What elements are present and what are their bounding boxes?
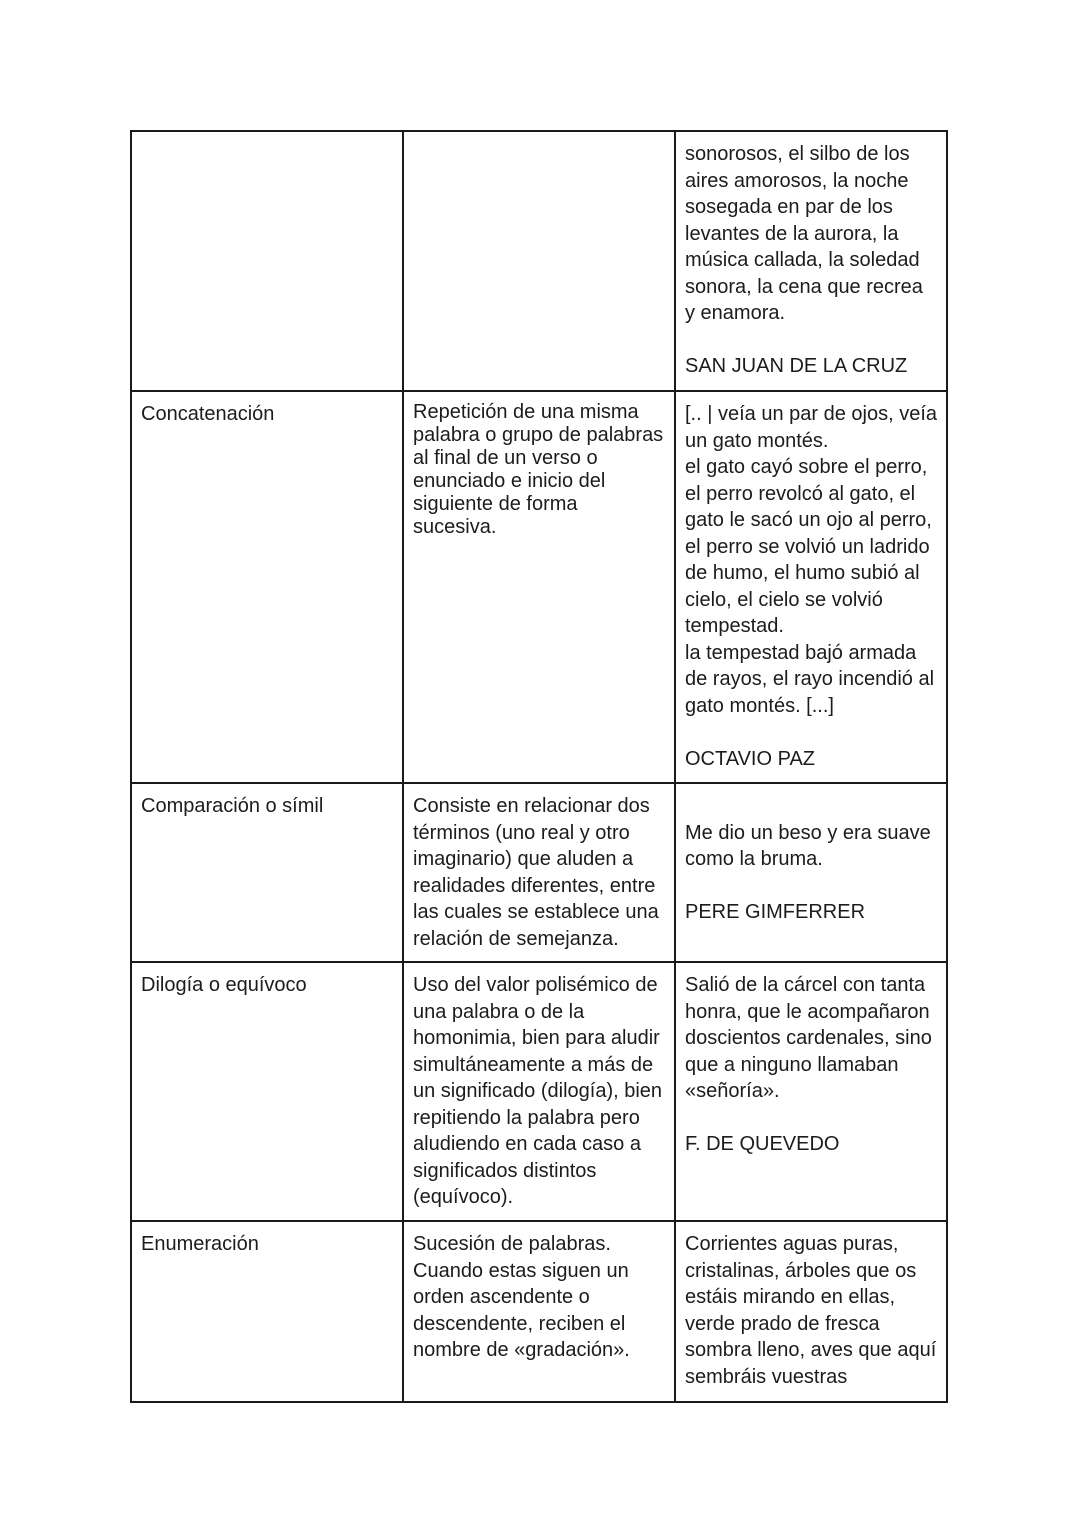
table-row (131, 391, 947, 783)
table-row (131, 962, 947, 1221)
term-cell (131, 783, 403, 962)
example-cell (675, 783, 947, 962)
term-text: Dilogía o equívoco (141, 974, 307, 996)
term-cell (131, 131, 403, 391)
definition-cell (403, 1221, 675, 1402)
definition-cell (403, 391, 675, 783)
term-cell (131, 1221, 403, 1402)
definition-text: Consiste en relacionar dos términos (uno real y otro imaginario) que aluden a realidades diferentes, entre las cuales se establece una relación de semejanza. (413, 795, 659, 950)
definition-cell (403, 783, 675, 962)
example-text: Me dio un beso y era suave como la bruma. (685, 821, 931, 870)
definition-text: Sucesión de palabras. Cuando estas siguen un orden ascendente o descendente, reciben el nombre de «gradación». (413, 1233, 630, 1361)
term-text: Comparación o símil (141, 795, 324, 817)
example-author: OCTAVIO PAZ (685, 747, 816, 770)
term-cell (131, 962, 403, 1221)
table-row (131, 131, 947, 391)
example-text: Salió de la cárcel con tanta honra, que le acompañaron doscientos cardenales, sino que a ninguno llamaban «señoría». (685, 974, 932, 1102)
example-author: PERE GIMFERRER (685, 901, 866, 923)
rhetorical-figures-table (130, 130, 948, 1403)
example-text: [.. | veía un par de ojos, veía un gato montés. el gato cayó sobre el perro, el perro revolcó al gato, el gato le sacó un ojo al perro, el perro se volvió un ladrido de humo, el humo subió al cielo, el cielo se volvió tempestad. la tempestad bajó armada de rayos, el rayo incendió al gato montés. [...] (685, 403, 938, 717)
example-cell (675, 1221, 947, 1402)
definition-text: Uso del valor polisémico de una palabra o de la homonimia, bien para aludir simultáneamente a más de un significado (dilogía), bien repitiendo la palabra pero aludiendo en cada caso a significados distintos (equívoco). (413, 974, 663, 1208)
term-text: Concatenación (141, 403, 275, 425)
example-cell (675, 962, 947, 1221)
example-author: F. DE QUEVEDO (685, 1133, 840, 1155)
definition-cell (403, 962, 675, 1221)
blank-line (685, 793, 938, 820)
example-text: sonorosos, el silbo de los aires amorosos, la noche sosegada en par de los levantes de la aurora, la música callada, la soledad sonora, la cena que recrea y enamora. (685, 143, 923, 324)
term-text: Enumeración (141, 1233, 259, 1255)
table-row (131, 1221, 947, 1402)
definition-cell (403, 131, 675, 391)
example-cell (675, 391, 947, 783)
definition-text: Repetición de una misma palabra o grupo de palabras al final de un verso o enunciado e inicio del siguiente de forma sucesiva. (413, 401, 664, 538)
example-author: SAN JUAN DE LA CRUZ (685, 355, 908, 377)
term-cell (131, 391, 403, 783)
example-cell (675, 131, 947, 391)
example-text: Corrientes aguas puras, cristalinas, árboles que os estáis mirando en ellas, verde prado de fresca sombra lleno, aves que aquí sembráis vuestras (685, 1233, 937, 1388)
table-row (131, 783, 947, 962)
